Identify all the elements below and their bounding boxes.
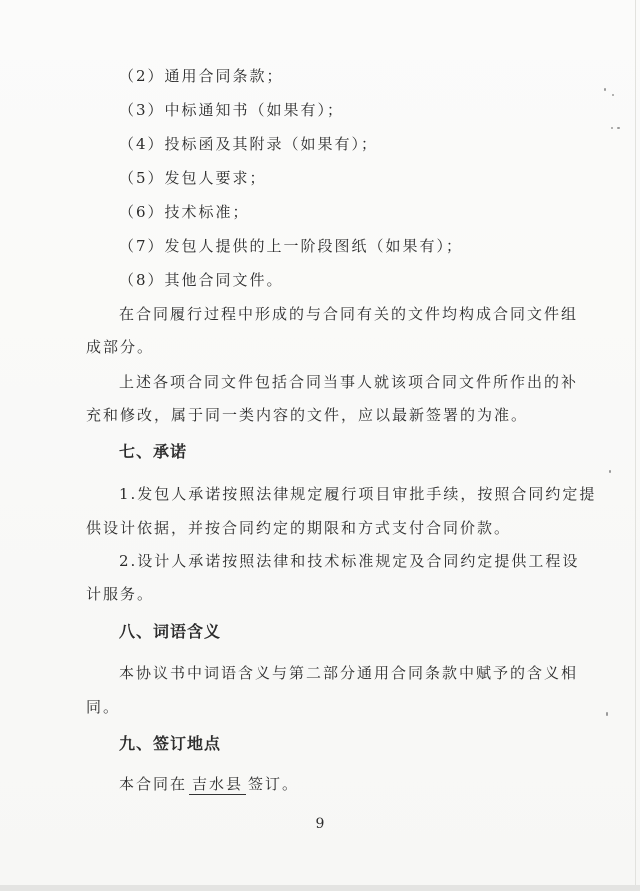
signing-location-prefix: 本合同在 (119, 775, 188, 793)
paragraph-line: 2.设计人承诺按照法律和技术标准规定及合同约定提供工程设 (119, 552, 580, 570)
scan-artifact-mark (617, 127, 620, 129)
page-number: 9 (315, 816, 325, 832)
scan-artifact-mark (604, 88, 606, 91)
scan-artifact-mark (609, 470, 611, 473)
paragraph-line: 充和修改，属于同一类内容的文件，应以最新签署的为准。 (86, 406, 529, 424)
section-heading-9: 九、签订地点 (119, 734, 222, 753)
list-item-7: （7）发包人提供的上一阶段图纸（如果有）； (119, 237, 464, 255)
list-item-3: （3）中标通知书（如果有）； (119, 101, 345, 119)
paragraph-line: 在合同履行过程中形成的与合同有关的文件均构成合同文件组 (119, 305, 579, 323)
list-item-8: （8）其他合同文件。 (119, 271, 284, 289)
list-item-5: （5）发包人要求； (119, 169, 267, 187)
section-heading-7: 七、承诺 (119, 442, 188, 461)
page-bottom-shade (0, 885, 640, 891)
section-heading-8: 八、词语含义 (119, 622, 222, 641)
scan-artifact-mark (612, 94, 614, 96)
list-item-2: （2）通用合同条款； (119, 67, 284, 85)
paragraph-line: 本协议书中词语含义与第二部分通用合同条款中赋予的含义相 (119, 664, 579, 682)
paragraph-line: 上述各项合同文件包括合同当事人就该项合同文件所作出的补 (119, 373, 579, 391)
signing-location-line (119, 774, 299, 795)
paragraph-line: 计服务。 (86, 585, 155, 603)
scan-artifact-mark (611, 127, 613, 129)
signing-location-value: 吉水县 (189, 774, 246, 795)
page-edge-line (635, 0, 636, 891)
scan-artifact-mark (606, 712, 608, 716)
paragraph-line: 供设计依据，并按合同约定的期限和方式支付合同价款。 (86, 519, 512, 537)
paragraph-line: 成部分。 (86, 338, 155, 356)
paragraph-line: 1.发包人承诺按照法律规定履行项目审批手续，按照合同约定提 (119, 485, 597, 503)
list-item-6: （6）技术标准； (119, 203, 250, 221)
paragraph-line: 同。 (86, 698, 121, 716)
signing-location-suffix: 签订。 (248, 775, 300, 793)
list-item-4: （4）投标函及其附录（如果有）； (119, 135, 379, 153)
